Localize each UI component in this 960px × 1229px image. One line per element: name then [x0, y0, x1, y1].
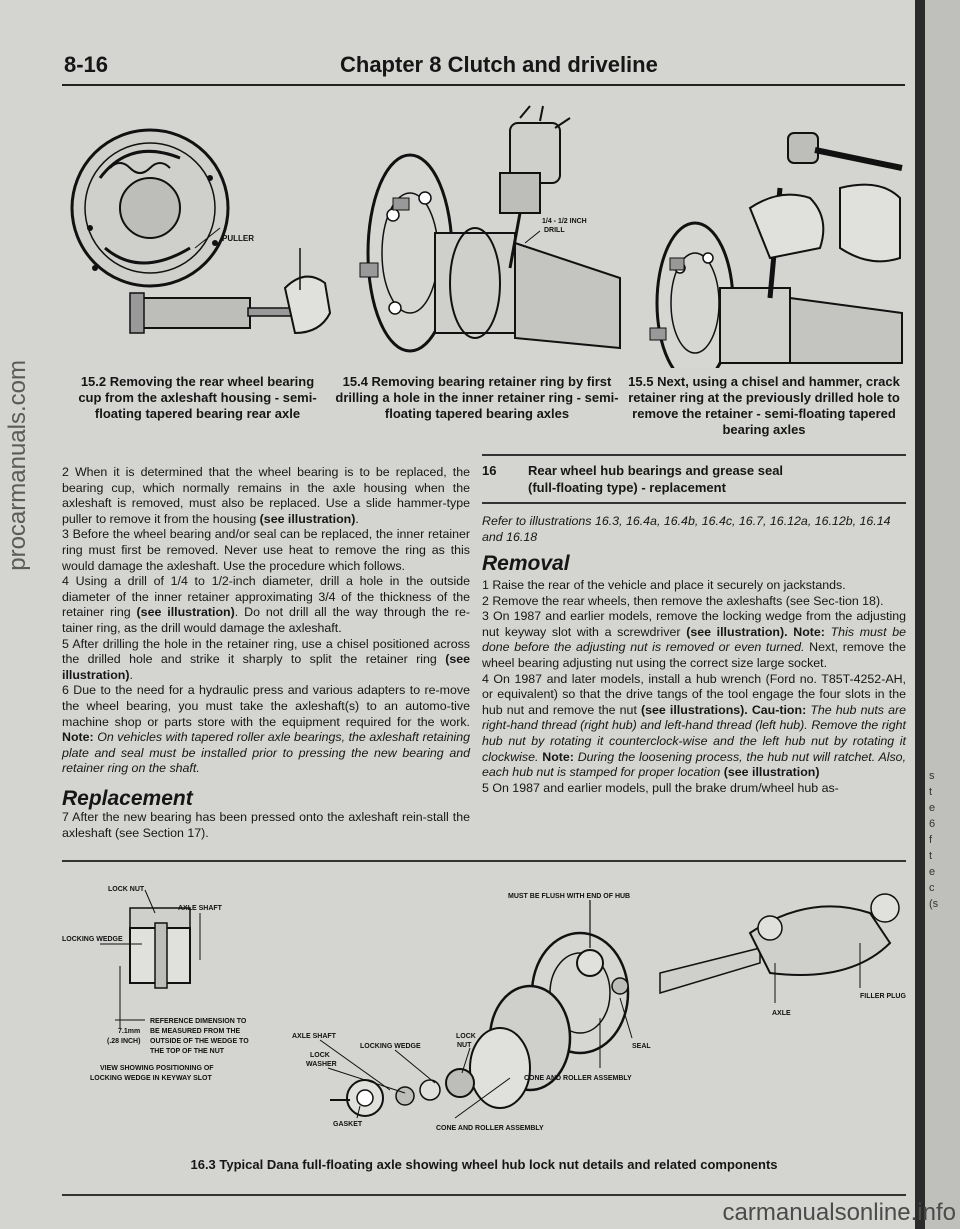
paragraph-2: 2 When it is determined that the wheel bearing is to be replaced, the bearing cup, which normally remains in the axle housing when the axleshaft is removed, must also be replaced. Use a slide hammer-type puller to remove it from the housing (see illustration).	[62, 465, 470, 526]
label-ref-dim-3: OUTSIDE OF THE WEDGE TO	[150, 1038, 249, 1045]
section-title-line1: Rear wheel hub bearings and grease seal	[528, 463, 784, 478]
label-lock-washer-a: LOCK	[310, 1052, 330, 1059]
label-lock-nut-a: LOCK	[456, 1033, 476, 1040]
label-locking-wedge: LOCKING WEDGE	[360, 1043, 421, 1050]
note-label: Note:	[542, 749, 574, 764]
gutter-mark: f	[929, 834, 933, 846]
section-rule-bottom	[482, 502, 906, 504]
see-illustration-ref: (see illustration)	[62, 652, 470, 682]
section-rule-top	[482, 454, 906, 456]
gutter-mark: 6	[929, 818, 936, 830]
section-number: 16	[482, 463, 497, 478]
label-lock-nut-b: NUT	[457, 1042, 472, 1049]
see-illustration-ref: (see illustration)	[136, 605, 235, 620]
paragraph-3: 3 Before the wheel bearing and/or seal can be replaced, the inner retainer ring must first be removed. Never use heat to remove the ring as this would damage the axleshaft. Use the procedure which follows.	[62, 527, 470, 573]
removal-step-5: 5 On 1987 and earlier models, pull the brake drum/wheel hub as-	[482, 780, 839, 795]
removal-step-4: 4 On 1987 and later models, install a hub wrench (Ford no. T85T-4252-AH, or equivalent) so that the drive tangs of the tool engage the four slots in the hub nut and remove the nut (see illustrations). Cau-tion: The hub nuts are right-hand thread (right hub) and left-hand thread (left hub). Remove the right hub nut by rotating it counterclock-wise and the left hub nut by rotating it clockwise. Note: During the loosening process, the hub nut will ratchet. Also, each hub nut is stamped for proper location (see illustration)	[482, 671, 907, 780]
gutter-mark: e	[929, 802, 936, 814]
label-seal: SEAL	[632, 1043, 651, 1050]
left-column-text	[62, 465, 470, 777]
label-ref-dim-1: REFERENCE DIMENSION TO	[150, 1018, 247, 1025]
replacement-heading: Replacement	[62, 787, 193, 810]
label-cone-roller-2: CONE AND ROLLER ASSEMBLY	[436, 1125, 544, 1132]
replacement-text: 7 After the new bearing has been pressed onto the axleshaft rein-stall the axleshaft (see Section 17).	[62, 810, 470, 840]
figure-15-4-caption: 15.4 Removing bearing retainer ring by first drilling a hole in the inner retainer ring - semi-floating tapered bearing axles	[335, 374, 619, 421]
figure-16-3-exploded-view	[60, 868, 910, 1163]
label-axle-shaft-detail: AXLE SHAFT	[178, 905, 222, 912]
header-rule	[62, 84, 905, 86]
gutter-mark: s	[929, 770, 935, 782]
removal-step-3: 3 On 1987 and earlier models, remove the locking wedge from the adjusting nut keyway slot with a screwdriver (see illustration). Note: This must be done before the adjusting nut is removed or even turned. Next, remove the wheel bearing adjusting nut using the correct size large socket.	[482, 609, 907, 670]
gutter-mark: t	[929, 786, 933, 798]
label-view-2: LOCKING WEDGE IN KEYWAY SLOT	[90, 1075, 212, 1082]
removal-heading: Removal	[482, 552, 570, 575]
bottom-watermark: carmanualsonline.info	[722, 1199, 956, 1226]
removal-step-1: 1 Raise the rear of the vehicle and place it securely on jackstands.	[482, 578, 846, 592]
label-drill: DRILL	[544, 227, 565, 234]
gutter-mark: c	[929, 882, 935, 894]
label-ref-dim-2: BE MEASURED FROM THE	[150, 1028, 241, 1035]
label-gasket: GASKET	[333, 1121, 363, 1128]
label-axle: AXLE	[772, 1010, 791, 1017]
label-filler-plug: FILLER PLUG	[860, 993, 906, 1000]
paragraph-5: 5 After drilling the hole in the retainer ring, use a chisel positioned across the drilled hole and strike it sharply to split the retainer ring (see illustration).	[62, 636, 470, 682]
label-drill-size: 1/4 - 1/2 INCH	[542, 218, 587, 225]
label-dim-in: (.28 INCH)	[107, 1038, 141, 1045]
right-column-text	[482, 578, 906, 796]
refer-to-illustrations: Refer to illustrations 16.3, 16.4a, 16.4b, 16.4c, 16.7, 16.12a, 16.12b, 16.14 and 16.18	[482, 514, 891, 544]
side-watermark: procarmanuals.com	[4, 360, 31, 571]
see-illustrations-ref: (see illustrations). Cau-tion:	[641, 702, 807, 717]
gutter-mark: t	[929, 850, 933, 862]
figure-15-5-caption: 15.5 Next, using a chisel and hammer, crack retainer ring at the previously drilled hole to remove the retainer - semi-floating tapered bearing axles	[628, 374, 900, 437]
see-illustration-ref: (see illustration)	[259, 511, 356, 526]
label-must-be-flush: MUST BE FLUSH WITH END OF HUB	[508, 893, 631, 900]
figure-divider-bottom	[62, 1194, 906, 1196]
figure-15-4-illustration	[345, 103, 625, 368]
figure-15-2-caption: 15.2 Removing the rear wheel bearing cup from the axleshaft housing - semi-floating tapered bearing rear axle	[78, 374, 317, 421]
removal-step-2: 2 Remove the rear wheels, then remove the axleshafts (see Sec-tion 18).	[482, 593, 884, 608]
label-view-1: VIEW SHOWING POSITIONING OF	[100, 1065, 214, 1072]
label-lock-nut: LOCK NUT	[108, 886, 145, 893]
label-axle-shaft: AXLE SHAFT	[292, 1033, 336, 1040]
label-puller: PULLER	[222, 234, 254, 243]
figure-15-2-illustration	[70, 118, 340, 358]
note-label: Note:	[62, 730, 94, 745]
page-number: 8-16	[64, 52, 109, 77]
gutter-mark: e	[929, 866, 936, 878]
label-lock-washer-b: WASHER	[306, 1061, 337, 1068]
paragraph-6: 6 Due to the need for a hydraulic press and various adapters to re-move the wheel bearing, you must take the axleshaft(s) to an automo-tive machine shop or parts store with the equipment required for the work. Note: On vehicles with tapered roller axle bearings, the axleshaft retaining plate and seal must be installed prior to pressing the new bearing and retainer ring on the shaft.	[62, 683, 470, 776]
label-locking-wedge-detail: LOCKING WEDGE	[62, 936, 123, 943]
note-text: On vehicles with tapered roller axle bearings, the axleshaft retaining plate and seal must be installed prior to pressing the new bearing and retainer ring on the shaft.	[62, 730, 470, 776]
chapter-title: Chapter 8 Clutch and driveline	[340, 52, 658, 77]
see-illustration-ref: (see illustration). Note:	[686, 624, 825, 639]
gutter-mark: (s	[929, 898, 939, 910]
label-dim-mm: 7.1mm	[118, 1028, 141, 1035]
figure-15-5-illustration	[640, 128, 905, 368]
see-illustration-ref: (see illustration)	[723, 765, 820, 780]
figure-16-3-caption: 16.3 Typical Dana full-floating axle showing wheel hub lock nut details and related components	[190, 1157, 778, 1172]
paragraph-4: 4 Using a drill of 1/4 to 1/2-inch diameter, drill a hole in the outside diameter of the inner retainer approximating 3/4 of the thickness of the retainer ring (see illustration). Do not drill all the way through the re-tainer ring, as the drill would damage the axleshaft.	[62, 574, 470, 635]
figure-divider-top	[62, 860, 906, 862]
label-ref-dim-4: THE TOP OF THE NUT	[150, 1048, 225, 1055]
section-title-line2: (full-floating type) - replacement	[528, 480, 726, 495]
label-cone-roller-1: CONE AND ROLLER ASSEMBLY	[524, 1075, 632, 1082]
next-page-gutter	[915, 0, 960, 1229]
